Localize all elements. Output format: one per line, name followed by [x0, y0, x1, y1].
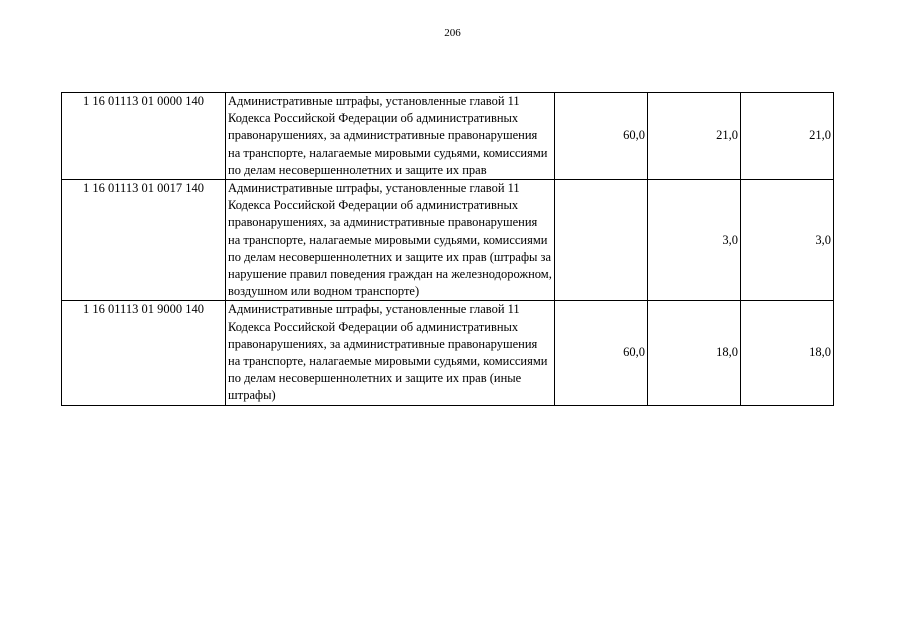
row-value-1: 60,0 [555, 93, 648, 180]
row-description: Административные штрафы, установленные главой 11 Кодекса Российской Федерации об административных правонарушениях, за административные правонарушения на транспорте, налагаемые мировыми судьями, комиссиями по делам несовершеннолетних и защите их прав [226, 93, 555, 180]
row-value-1: 60,0 [555, 301, 648, 405]
row-value-2: 18,0 [648, 301, 741, 405]
row-code: 1 16 01113 01 0017 140 [62, 180, 226, 301]
table-row [62, 301, 834, 405]
row-value-2: 21,0 [648, 93, 741, 180]
table-row [62, 180, 834, 301]
row-description: Административные штрафы, установленные главой 11 Кодекса Российской Федерации об административных правонарушениях, за административные правонарушения на транспорте, налагаемые мировыми судьями, комиссиями по делам несовершеннолетних и защите их прав (штрафы за нарушение правил поведения граждан на железнодорожном, воздушном или водном транспорте) [226, 180, 555, 301]
row-description: Административные штрафы, установленные главой 11 Кодекса Российской Федерации об административных правонарушениях, за административные правонарушения на транспорте, налагаемые мировыми судьями, комиссиями по делам несовершеннолетних и защите их прав (иные штрафы) [226, 301, 555, 405]
row-value-3: 18,0 [741, 301, 834, 405]
row-value-1 [555, 180, 648, 301]
page-number: 206 [444, 27, 461, 39]
row-code: 1 16 01113 01 9000 140 [62, 301, 226, 405]
row-value-2: 3,0 [648, 180, 741, 301]
row-value-3: 21,0 [741, 93, 834, 180]
budget-table [61, 92, 834, 406]
row-code: 1 16 01113 01 0000 140 [62, 93, 226, 180]
row-value-3: 3,0 [741, 180, 834, 301]
table-row [62, 93, 834, 180]
